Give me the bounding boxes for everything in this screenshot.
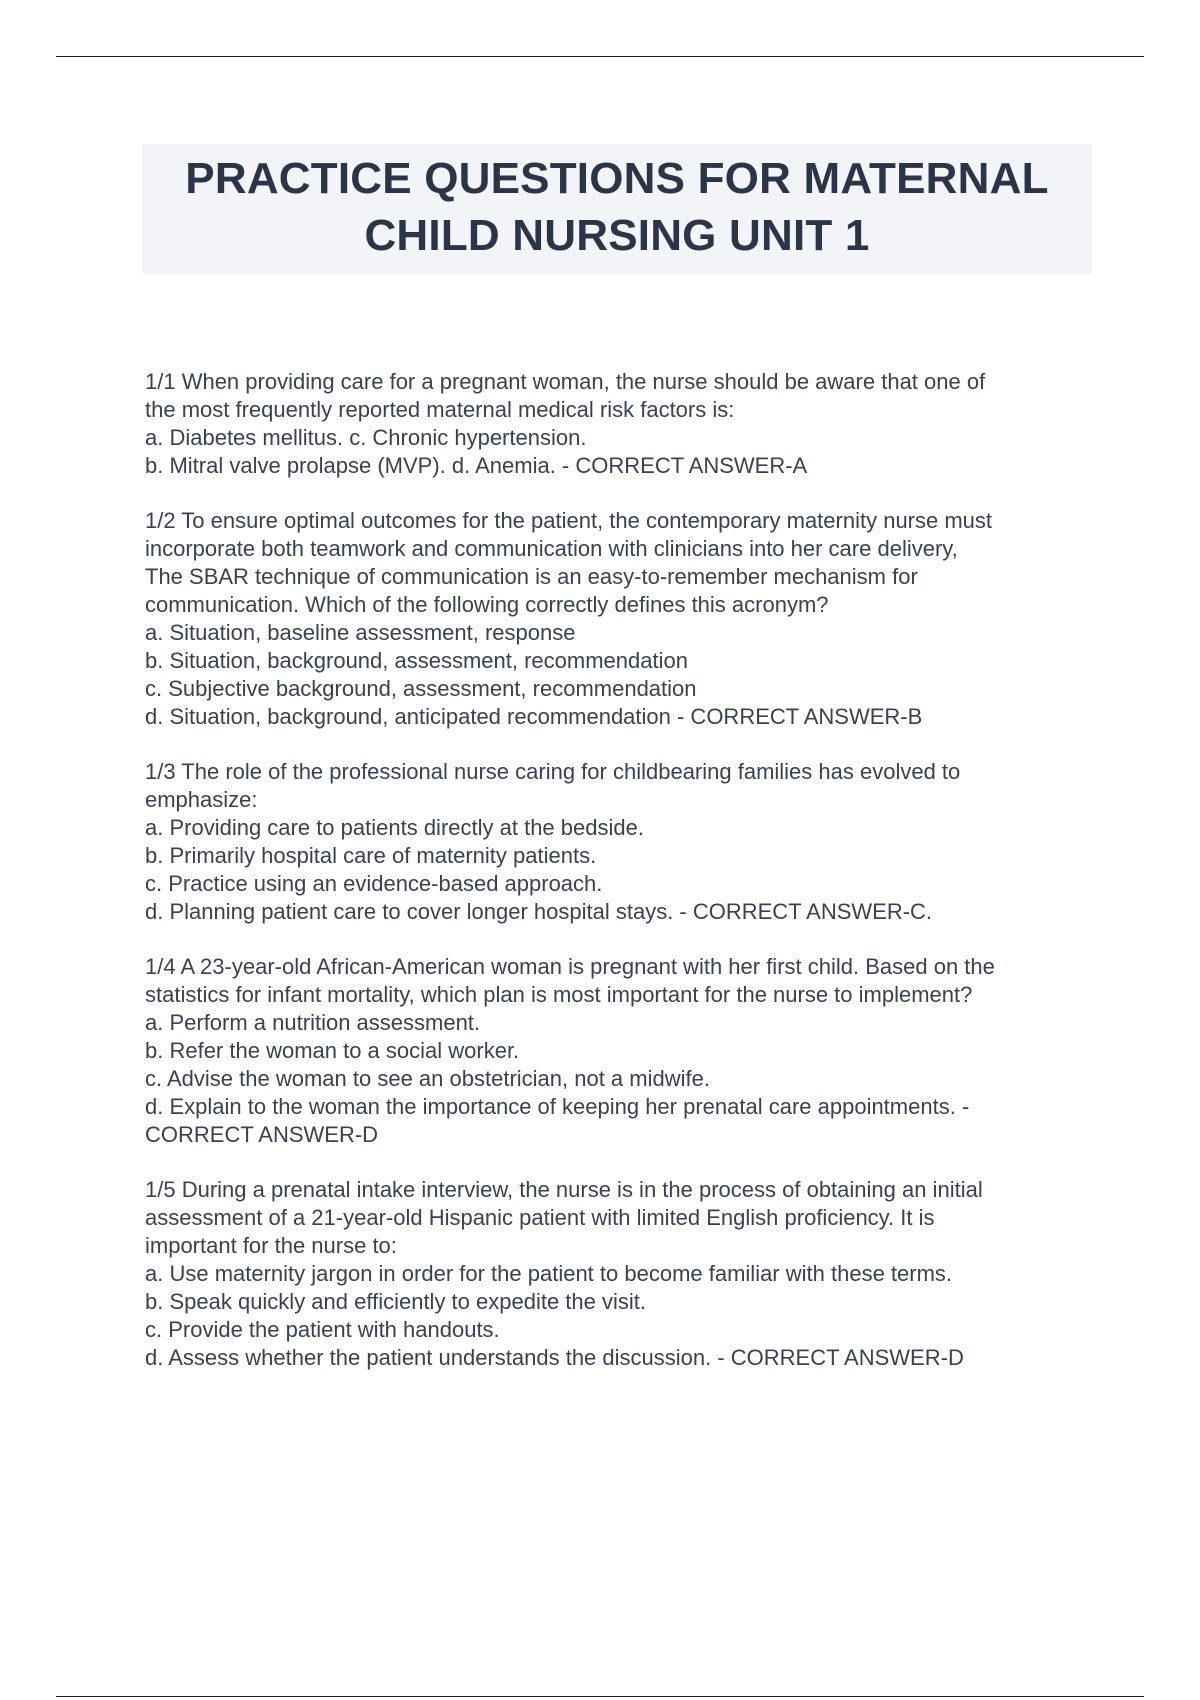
question-5-line: 1/5 During a prenatal intake interview, the nurse is in the process of obtaining an initial — [145, 1177, 983, 1202]
question-2-line: b. Situation, background, assessment, recommendation — [145, 648, 688, 673]
question-1 — [145, 368, 1105, 480]
question-4-line: a. Perform a nutrition assessment. — [145, 1010, 481, 1035]
bottom-rule — [56, 1696, 1144, 1697]
question-5 — [145, 1176, 1105, 1372]
question-4-line: 1/4 A 23-year-old African-American woman is pregnant with her first child. Based on the — [145, 954, 995, 979]
question-4-line: c. Advise the woman to see an obstetrician, not a midwife. — [145, 1066, 710, 1091]
question-5-line: important for the nurse to: — [145, 1233, 397, 1258]
question-1-line: b. Mitral valve prolapse (MVP). d. Anemia. - CORRECT ANSWER-A — [145, 453, 808, 478]
question-3-line: 1/3 The role of the professional nurse caring for childbearing families has evolved to — [145, 759, 961, 784]
question-2-line: a. Situation, baseline assessment, response — [145, 620, 576, 645]
question-4-line: b. Refer the woman to a social worker. — [145, 1038, 520, 1063]
question-4-line: CORRECT ANSWER-D — [145, 1122, 379, 1147]
question-2-line: incorporate both teamwork and communication with clinicians into her care delivery, — [145, 536, 958, 561]
question-5-line: d. Assess whether the patient understands the discussion. - CORRECT ANSWER-D — [145, 1345, 964, 1370]
question-4-line: d. Explain to the woman the importance of keeping her prenatal care appointments. - — [145, 1094, 970, 1119]
question-3-line: a. Providing care to patients directly at the bedside. — [145, 815, 644, 840]
title-line-2: CHILD NURSING UNIT 1 — [364, 211, 870, 260]
question-3-line: d. Planning patient care to cover longer hospital stays. - CORRECT ANSWER-C. — [145, 899, 933, 924]
question-1-line: the most frequently reported maternal medical risk factors is: — [145, 397, 735, 422]
title-line-1: PRACTICE QUESTIONS FOR MATERNAL — [185, 154, 1049, 203]
document-title — [142, 144, 1092, 274]
question-1-line: a. Diabetes mellitus. c. Chronic hypertension. — [145, 425, 587, 450]
top-rule — [56, 56, 1144, 57]
question-5-line: b. Speak quickly and efficiently to expedite the visit. — [145, 1289, 646, 1314]
question-3-line: b. Primarily hospital care of maternity patients. — [145, 843, 597, 868]
question-5-line: c. Provide the patient with handouts. — [145, 1317, 500, 1342]
question-2-line: d. Situation, background, anticipated recommendation - CORRECT ANSWER-B — [145, 704, 923, 729]
question-3 — [145, 758, 1105, 926]
question-2-line: communication. Which of the following correctly defines this acronym? — [145, 592, 829, 617]
question-list — [145, 368, 1105, 1399]
question-2-line: The SBAR technique of communication is an easy-to-remember mechanism for — [145, 564, 918, 589]
question-1-line: 1/1 When providing care for a pregnant woman, the nurse should be aware that one of — [145, 369, 986, 394]
question-4 — [145, 953, 1105, 1149]
question-3-line: emphasize: — [145, 787, 258, 812]
question-2 — [145, 507, 1105, 731]
question-5-line: a. Use maternity jargon in order for the patient to become familiar with these terms. — [145, 1261, 953, 1286]
question-5-line: assessment of a 21-year-old Hispanic patient with limited English proficiency. It is — [145, 1205, 935, 1230]
question-4-line: statistics for infant mortality, which plan is most important for the nurse to implement? — [145, 982, 973, 1007]
question-2-line: 1/2 To ensure optimal outcomes for the patient, the contemporary maternity nurse must — [145, 508, 993, 533]
question-2-line: c. Subjective background, assessment, recommendation — [145, 676, 697, 701]
question-3-line: c. Practice using an evidence-based approach. — [145, 871, 603, 896]
